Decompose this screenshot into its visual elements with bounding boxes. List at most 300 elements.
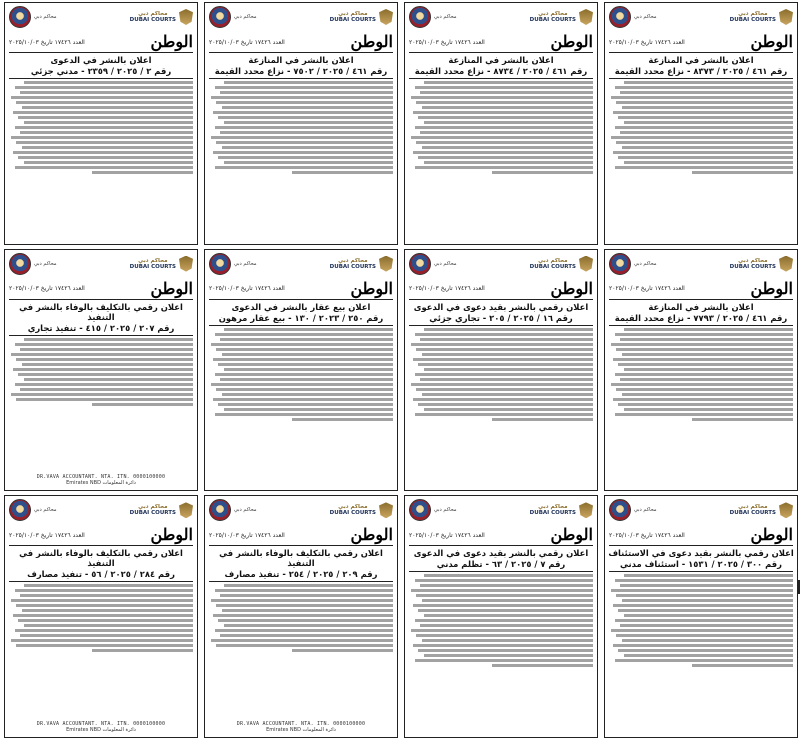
notice-card-8 xyxy=(4,249,198,492)
logo-row xyxy=(209,499,393,521)
text-line xyxy=(618,609,793,612)
divider xyxy=(209,325,393,326)
crest-icon xyxy=(179,502,193,518)
text-line xyxy=(222,146,393,149)
notice-body-text xyxy=(409,81,593,174)
text-line xyxy=(220,594,393,597)
text-line xyxy=(615,86,793,89)
notice-card-9 xyxy=(604,495,798,738)
logo-ar-text: محاكم دبي xyxy=(538,257,568,264)
text-line xyxy=(422,639,593,642)
emblem-icon xyxy=(609,6,631,28)
government-logo xyxy=(209,499,257,521)
text-line xyxy=(622,639,793,642)
divider xyxy=(9,78,193,79)
text-line xyxy=(622,353,793,356)
logo-row xyxy=(609,499,793,521)
text-line xyxy=(611,589,793,592)
text-line xyxy=(620,131,793,134)
footer-line2: Emirates NBD دائرة المعلومات xyxy=(66,480,136,487)
text-line xyxy=(615,126,793,129)
text-line xyxy=(420,584,593,587)
text-line xyxy=(411,136,593,139)
dubai-courts-logo xyxy=(330,502,393,518)
text-line xyxy=(624,328,793,331)
text-line xyxy=(16,604,193,607)
text-line xyxy=(220,338,393,341)
text-line xyxy=(611,96,793,99)
text-line xyxy=(413,398,593,401)
text-line xyxy=(215,333,393,336)
government-text: محاكم دبي xyxy=(434,507,457,514)
text-line xyxy=(11,393,193,396)
text-line xyxy=(624,121,793,124)
crest-icon xyxy=(579,9,593,25)
text-line xyxy=(218,156,393,159)
text-line xyxy=(16,141,193,144)
paper-name: الوطن xyxy=(150,525,193,545)
text-line xyxy=(213,111,393,114)
logo-ar-text: محاكم دبي xyxy=(338,11,368,17)
text-line xyxy=(15,166,193,169)
crest-icon xyxy=(579,502,593,518)
text-line xyxy=(624,614,793,617)
text-line xyxy=(616,388,793,391)
text-line xyxy=(422,353,593,356)
issue-info: العدد ١٧٤٢٦ تاريخ ٢٠٢٥/١٠/٠٣ xyxy=(209,38,285,46)
text-line xyxy=(15,589,193,592)
text-line xyxy=(11,599,193,602)
notice-body-text xyxy=(209,328,393,421)
case-number: رقم ٢٥٠ / ٢٠٢٣ / ١٣٠ - بيع عقار مرهون xyxy=(218,312,384,323)
dubai-courts-logo xyxy=(730,502,793,518)
logo-en-text: DUBAI COURTS xyxy=(129,17,176,23)
logo-row xyxy=(409,6,593,28)
text-line xyxy=(615,619,793,622)
text-line xyxy=(24,378,193,381)
notice-title: اعلان بالنشر في المنازعة xyxy=(448,55,554,65)
text-line xyxy=(413,358,593,361)
notice-body-text xyxy=(609,574,793,667)
crest-icon xyxy=(779,502,793,518)
divider xyxy=(409,299,593,300)
notice-title: اعلان بالنشر في المنازعة xyxy=(648,55,754,65)
text-line xyxy=(11,353,193,356)
notice-card-7 xyxy=(204,249,398,492)
text-line xyxy=(613,151,793,154)
text-line xyxy=(611,136,793,139)
divider xyxy=(209,78,393,79)
case-number: رقم ٤٦١ / ٢٠٢٥ / ٧٥٠٢ - نزاع محدد القيمة xyxy=(214,66,388,76)
masthead xyxy=(209,34,393,50)
notice-body-text xyxy=(209,81,393,174)
emblem-icon xyxy=(9,253,31,275)
footer-signature: DR.VAVA ACCOUNTANT. NTA. ITN. 0000100000 xyxy=(36,474,166,481)
text-line xyxy=(222,609,393,612)
text-line xyxy=(215,373,393,376)
text-line xyxy=(418,156,593,159)
dubai-courts-logo xyxy=(530,256,593,272)
notice-title: اعلان بيع عقار بالنشر في الدعوى xyxy=(231,301,371,312)
text-line xyxy=(292,418,393,421)
logo-row xyxy=(409,499,593,521)
text-line xyxy=(224,584,393,587)
text-line xyxy=(218,619,393,622)
text-line xyxy=(20,634,193,637)
text-line xyxy=(215,629,393,632)
crest-icon xyxy=(179,256,193,272)
text-line xyxy=(24,81,193,84)
issue-info: العدد ١٧٤٢٦ تاريخ ٢٠٢٥/١٠/٠٣ xyxy=(609,38,685,46)
dubai-courts-logo xyxy=(130,502,193,518)
notice-card-3 xyxy=(204,2,398,245)
text-line xyxy=(211,96,393,99)
masthead xyxy=(9,34,193,50)
text-line xyxy=(224,408,393,411)
text-line xyxy=(615,373,793,376)
text-line xyxy=(222,393,393,396)
divider xyxy=(409,78,593,79)
text-line xyxy=(411,383,593,386)
text-line xyxy=(616,141,793,144)
divider xyxy=(609,78,793,79)
logo-ar-text: محاكم دبي xyxy=(538,11,568,17)
notice-body-text xyxy=(409,574,593,667)
text-line xyxy=(411,589,593,592)
emblem-icon xyxy=(9,499,31,521)
government-logo xyxy=(609,499,657,521)
text-line xyxy=(618,403,793,406)
government-text: محاكم دبي xyxy=(34,260,57,267)
text-line xyxy=(613,644,793,647)
crest-icon xyxy=(379,502,393,518)
government-logo xyxy=(609,6,657,28)
text-line xyxy=(415,166,593,169)
case-number: رقم ٣٠٠ / ٢٠٢٥ / ١٥٣١ - استئناف مدني xyxy=(620,559,782,570)
notice-card-11 xyxy=(204,495,398,738)
text-line xyxy=(618,116,793,119)
text-line xyxy=(13,111,193,114)
logo-en-text: DUBAI COURTS xyxy=(329,263,376,270)
notice-card-4 xyxy=(4,2,198,245)
case-number: رقم ٢٠٩ / ٢٠٢٥ / ٢٥٤ - تنفيذ مصارف xyxy=(224,569,378,580)
text-line xyxy=(613,358,793,361)
text-line xyxy=(622,599,793,602)
text-line xyxy=(216,141,393,144)
text-line xyxy=(620,378,793,381)
notice-card-6 xyxy=(404,249,598,492)
text-line xyxy=(292,649,393,652)
text-line xyxy=(24,584,193,587)
divider xyxy=(409,325,593,326)
text-line xyxy=(216,348,393,351)
issue-info: العدد ١٧٤٢٦ تاريخ ٢٠٢٥/١٠/٠٣ xyxy=(9,38,85,46)
text-line xyxy=(424,121,593,124)
masthead xyxy=(409,527,593,543)
text-line xyxy=(415,579,593,582)
text-line xyxy=(413,151,593,154)
notice-title: اعلان بالنشر في الدعوى xyxy=(50,55,152,65)
logo-en-text: DUBAI COURTS xyxy=(529,510,576,517)
text-line xyxy=(613,604,793,607)
divider xyxy=(209,52,393,53)
masthead xyxy=(209,278,393,298)
notice-title: اعلان بالنشر في المنازعة xyxy=(248,55,354,65)
case-number: رقم ٢٠٧ / ٢٠٢٥ / ٤١٥ - تنفيذ تجاري xyxy=(27,322,175,333)
dubai-courts-logo xyxy=(730,256,793,272)
text-line xyxy=(22,146,193,149)
text-line xyxy=(224,161,393,164)
notice-title: اعلان رقمي بالتكليف بالوفاء بالنشر في التنفيذ xyxy=(19,548,183,569)
divider xyxy=(609,325,793,326)
text-line xyxy=(418,609,593,612)
logo-en-text: DUBAI COURTS xyxy=(729,17,776,23)
text-line xyxy=(415,659,593,662)
divider xyxy=(409,52,593,53)
text-line xyxy=(415,413,593,416)
logo-en-text: DUBAI COURTS xyxy=(329,17,376,23)
text-line xyxy=(415,373,593,376)
government-text: محاكم دبي xyxy=(634,14,657,20)
text-line xyxy=(224,81,393,84)
text-line xyxy=(18,373,193,376)
text-line xyxy=(615,333,793,336)
divider xyxy=(609,299,793,300)
logo-en-text: DUBAI COURTS xyxy=(729,263,776,270)
text-line xyxy=(13,368,193,371)
text-line xyxy=(615,413,793,416)
text-line xyxy=(11,136,193,139)
dubai-courts-logo xyxy=(130,256,193,272)
text-line xyxy=(22,363,193,366)
text-line xyxy=(418,403,593,406)
logo-row xyxy=(209,6,393,28)
dubai-courts-logo xyxy=(530,502,593,518)
text-line xyxy=(418,649,593,652)
text-line xyxy=(624,161,793,164)
emblem-icon xyxy=(609,499,631,521)
text-line xyxy=(413,644,593,647)
paper-name: الوطن xyxy=(150,278,193,298)
crest-icon xyxy=(179,9,193,25)
divider xyxy=(409,571,593,572)
logo-ar-text: محاكم دبي xyxy=(338,504,368,511)
text-line xyxy=(416,634,593,637)
notice-card-2 xyxy=(404,2,598,245)
text-line xyxy=(218,116,393,119)
text-line xyxy=(292,171,393,174)
logo-ar-text: محاكم دبي xyxy=(538,504,568,511)
text-line xyxy=(422,599,593,602)
issue-info: العدد ١٧٤٢٦ تاريخ ٢٠٢٥/١٠/٠٣ xyxy=(609,285,685,293)
text-line xyxy=(624,408,793,411)
issue-info: العدد ١٧٤٢٦ تاريخ ٢٠٢٥/١٠/٠٣ xyxy=(209,531,285,539)
government-logo xyxy=(9,499,57,521)
text-line xyxy=(418,363,593,366)
text-line xyxy=(16,398,193,401)
government-text: محاكم دبي xyxy=(434,14,457,20)
text-line xyxy=(24,121,193,124)
text-line xyxy=(422,106,593,109)
text-line xyxy=(222,353,393,356)
logo-en-text: DUBAI COURTS xyxy=(329,510,376,517)
footer-line2: Emirates NBD دائرة المعلومات xyxy=(266,727,336,733)
government-text: محاكم دبي xyxy=(234,507,257,514)
logo-row xyxy=(209,253,393,275)
text-line xyxy=(224,121,393,124)
text-line xyxy=(615,166,793,169)
logo-row xyxy=(9,499,193,521)
text-line xyxy=(415,86,593,89)
paper-name: الوطن xyxy=(750,32,793,51)
text-line xyxy=(492,418,593,421)
crest-icon xyxy=(579,256,593,272)
text-line xyxy=(16,644,193,647)
text-line xyxy=(213,398,393,401)
text-line xyxy=(611,383,793,386)
text-line xyxy=(620,624,793,627)
divider xyxy=(209,545,393,546)
text-line xyxy=(16,358,193,361)
issue-info: العدد ١٧٤٢٦ تاريخ ٢٠٢٥/١٠/٠٣ xyxy=(609,531,685,539)
issue-info: العدد ١٧٤٢٦ تاريخ ٢٠٢٥/١٠/٠٣ xyxy=(209,285,285,293)
government-logo xyxy=(409,253,457,275)
text-line xyxy=(220,378,393,381)
text-line xyxy=(692,664,793,667)
text-line xyxy=(211,136,393,139)
notice-body-text xyxy=(9,584,193,652)
divider xyxy=(9,581,193,582)
masthead xyxy=(409,278,593,298)
text-line xyxy=(224,328,393,331)
footer-signature: DR.VAVA ACCOUNTANT. NTA. ITN. 0000100000 xyxy=(36,721,166,727)
notices-grid xyxy=(4,2,798,738)
text-line xyxy=(692,171,793,174)
government-logo xyxy=(409,6,457,28)
text-line xyxy=(424,81,593,84)
text-line xyxy=(218,363,393,366)
text-line xyxy=(624,654,793,657)
text-line xyxy=(618,363,793,366)
crest-icon xyxy=(779,9,793,25)
government-logo xyxy=(209,6,257,28)
paper-name: الوطن xyxy=(550,525,593,545)
text-line xyxy=(16,101,193,104)
text-line xyxy=(211,383,393,386)
text-line xyxy=(220,131,393,134)
text-line xyxy=(616,101,793,104)
text-line xyxy=(424,408,593,411)
text-line xyxy=(624,574,793,577)
dubai-courts-logo xyxy=(730,9,793,25)
paper-name: الوطن xyxy=(550,32,593,51)
text-line xyxy=(413,604,593,607)
text-line xyxy=(424,161,593,164)
text-line xyxy=(418,116,593,119)
text-line xyxy=(92,649,193,652)
divider xyxy=(9,299,193,300)
divider xyxy=(9,335,193,336)
logo-ar-text: محاكم دبي xyxy=(338,257,368,264)
logo-ar-text: محاكم دبي xyxy=(738,504,768,511)
government-logo xyxy=(209,253,257,275)
text-line xyxy=(622,106,793,109)
logo-en-text: DUBAI COURTS xyxy=(729,510,776,517)
text-line xyxy=(424,614,593,617)
emblem-icon xyxy=(609,253,631,275)
text-line xyxy=(624,368,793,371)
emblem-icon xyxy=(409,253,431,275)
text-line xyxy=(213,614,393,617)
paper-name: الوطن xyxy=(350,525,393,545)
logo-en-text: DUBAI COURTS xyxy=(129,510,176,517)
logo-ar-text: محاكم دبي xyxy=(138,504,168,511)
government-text: محاكم دبي xyxy=(634,260,657,267)
text-line xyxy=(492,171,593,174)
issue-info: العدد ١٧٤٢٦ تاريخ ٢٠٢٥/١٠/٠٣ xyxy=(9,285,85,293)
text-line xyxy=(420,378,593,381)
text-line xyxy=(622,393,793,396)
emblem-icon xyxy=(9,6,31,28)
logo-en-text: DUBAI COURTS xyxy=(529,17,576,23)
text-line xyxy=(213,151,393,154)
text-line xyxy=(216,644,393,647)
logo-row xyxy=(9,253,193,275)
government-text: محاكم دبي xyxy=(34,507,57,514)
notice-title: اعلان بالنشر في المنازعة xyxy=(648,301,754,312)
government-text: محاكم دبي xyxy=(234,14,257,20)
text-line xyxy=(24,161,193,164)
logo-ar-text: محاكم دبي xyxy=(738,257,768,264)
text-line xyxy=(211,639,393,642)
emblem-icon xyxy=(409,499,431,521)
text-line xyxy=(620,91,793,94)
case-number: رقم ٧ / ٢٠٢٥ / ٦٣ - تظلم مدني xyxy=(436,559,566,570)
paper-name: الوطن xyxy=(750,525,793,545)
issue-info: العدد ١٧٤٢٦ تاريخ ٢٠٢٥/١٠/٠٣ xyxy=(409,38,485,46)
divider xyxy=(409,545,593,546)
text-line xyxy=(11,639,193,642)
masthead xyxy=(409,34,593,50)
emblem-icon xyxy=(209,499,231,521)
emblem-icon xyxy=(209,253,231,275)
text-line xyxy=(616,634,793,637)
text-line xyxy=(618,156,793,159)
text-line xyxy=(15,383,193,386)
text-line xyxy=(11,96,193,99)
text-line xyxy=(611,343,793,346)
dubai-courts-logo xyxy=(330,256,393,272)
case-number: رقم ١٦ / ٢٠٢٥ / ٢٠٥ - تجاري جزئي xyxy=(429,312,573,323)
divider xyxy=(609,545,793,546)
text-line xyxy=(424,654,593,657)
logo-en-text: DUBAI COURTS xyxy=(529,263,576,270)
text-line xyxy=(18,619,193,622)
text-line xyxy=(411,96,593,99)
government-text: محاكم دبي xyxy=(234,260,257,267)
emblem-icon xyxy=(409,6,431,28)
issue-info: العدد ١٧٤٢٦ تاريخ ٢٠٢٥/١٠/٠٣ xyxy=(9,531,85,539)
text-line xyxy=(420,91,593,94)
text-line xyxy=(20,388,193,391)
logo-row xyxy=(609,253,793,275)
text-line xyxy=(15,343,193,346)
logo-ar-text: محاكم دبي xyxy=(738,11,768,17)
paper-name: الوطن xyxy=(750,278,793,298)
paper-name: الوطن xyxy=(350,32,393,51)
divider xyxy=(609,571,793,572)
text-line xyxy=(211,343,393,346)
